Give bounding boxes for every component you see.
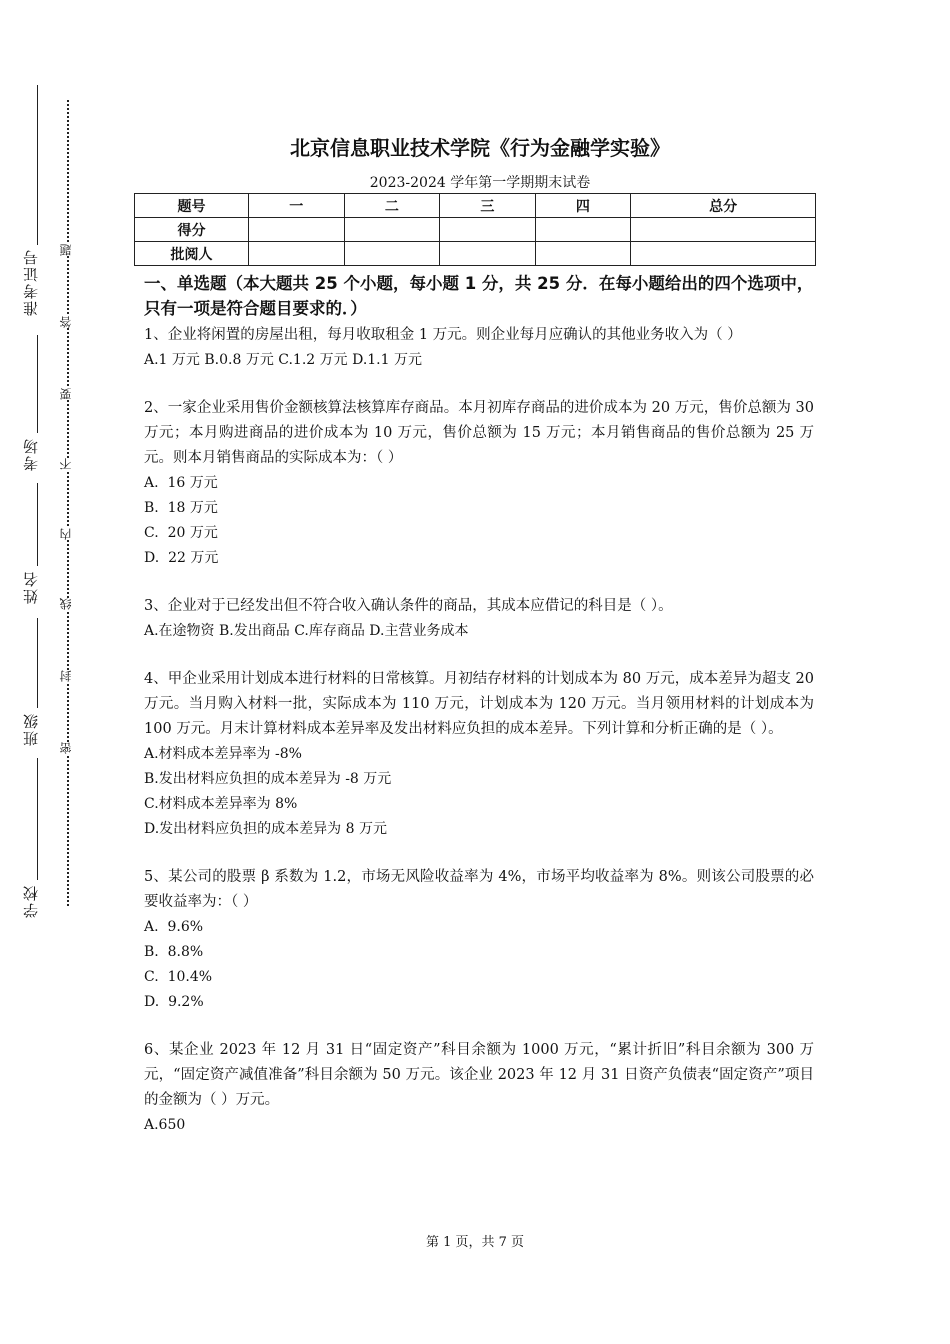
question-option: B.发出材料应负担的成本差异为 -8 万元 bbox=[144, 771, 392, 787]
student-name-line bbox=[37, 483, 38, 566]
page-footer: 第 1 页，共 7 页 bbox=[425, 1235, 525, 1250]
question-option: A.材料成本差异率为 -8% bbox=[144, 746, 302, 762]
question-option: B. 18 万元 bbox=[144, 500, 218, 516]
question-option: D. 9.2% bbox=[144, 994, 204, 1010]
score-cell bbox=[344, 218, 440, 242]
score-header-cell: 二 bbox=[344, 194, 440, 218]
score-cell bbox=[249, 218, 345, 242]
section-title: 一、单选题（本大题共 25 个小题，每小题 1 分，共 25 分．在每小题给出的四个选项中，只有一项是符合题目要求的．） bbox=[144, 274, 814, 318]
exam-room-line bbox=[37, 335, 38, 433]
question-stem: 1、企业将闲置的房屋出租，每月收取租金 1 万元。则企业每月应确认的其他业务收入为（ ） bbox=[144, 327, 742, 343]
score-cell bbox=[440, 242, 536, 266]
score-header-cell: 题号 bbox=[135, 194, 249, 218]
school-label: 学校 bbox=[22, 884, 40, 918]
score-cell bbox=[249, 242, 345, 266]
exam-title: 北京信息职业技术学院《行为金融学实验》 bbox=[290, 136, 670, 160]
score-cell bbox=[535, 218, 631, 242]
question-option: C. 20 万元 bbox=[144, 525, 218, 541]
exam-content bbox=[144, 270, 814, 1161]
class-line bbox=[37, 618, 38, 708]
score-table-row bbox=[135, 218, 816, 242]
question bbox=[144, 667, 814, 842]
school-line bbox=[37, 758, 38, 880]
seal-char: 题 bbox=[58, 244, 76, 256]
question-stem: 4、甲企业采用计划成本进行材料的日常核算。月初结存材料的计划成本为 80 万元，成本差异为超支 20 万元。当月购入材料一批，实际成本为 110 万元，计划成本为 120 万元。当月领用材料的计划成本为 100 万元。月末计算材料成本差异率及发出材料应负担的成本差异。下列计算和分析正确的是（ ）。 bbox=[144, 671, 814, 737]
seal-char: 内 bbox=[58, 528, 76, 540]
seal-char: 封 bbox=[58, 670, 76, 682]
score-header-cell: 总分 bbox=[631, 194, 816, 218]
exam-number-label: 准考证号 bbox=[22, 248, 40, 316]
score-cell bbox=[631, 218, 816, 242]
seal-char: 线 bbox=[58, 598, 76, 610]
exam-subtitle: 2023-2024 学年第一学期期末试卷 bbox=[369, 175, 591, 191]
question-option: A.1 万元 B.0.8 万元 C.1.2 万元 D.1.1 万元 bbox=[144, 352, 422, 368]
question-option: C.材料成本差异率为 8% bbox=[144, 796, 298, 812]
seal-char: 要 bbox=[58, 388, 76, 400]
question-option: A.在途物资 B.发出商品 C.库存商品 D.主营业务成本 bbox=[144, 623, 469, 639]
question-option: A. 9.6% bbox=[144, 919, 204, 935]
seal-char: 密 bbox=[58, 742, 76, 754]
score-header-cell: 一 bbox=[249, 194, 345, 218]
score-table-row bbox=[135, 242, 816, 266]
score-cell bbox=[344, 242, 440, 266]
question-option: D. 22 万元 bbox=[144, 550, 219, 566]
seal-dotted-line bbox=[67, 100, 69, 906]
score-header-cell: 三 bbox=[440, 194, 536, 218]
question-option: D.发出材料应负担的成本差异为 8 万元 bbox=[144, 821, 387, 837]
question bbox=[144, 594, 814, 644]
question-stem: 2、一家企业采用售价金额核算法核算库存商品。本月初库存商品的进价成本为 20 万元，售价总额为 30 万元；本月购进商品的进价成本为 10 万元，售价总额为 15 万元；本月销售商品的售价总额为 25 万元。则本月销售商品的实际成本为：（ ） bbox=[144, 400, 814, 466]
question-option: B. 8.8% bbox=[144, 944, 204, 960]
question-option: A. 16 万元 bbox=[144, 475, 218, 491]
seal-char: 不 bbox=[58, 458, 76, 470]
question-stem: 3、企业对于已经发出但不符合收入确认条件的商品，其成本应借记的科目是（ ）。 bbox=[144, 598, 673, 614]
score-table bbox=[134, 193, 816, 266]
question bbox=[144, 323, 814, 373]
score-header-cell: 四 bbox=[535, 194, 631, 218]
question-stem: 6、某企业 2023 年 12 月 31 日“固定资产”科目余额为 1000 万元，“累计折旧”科目余额为 300 万元，“固定资产减值准备”科目余额为 50 万元。该企业 2023 年 12 月 31 日资产负债表“固定资产”项目的金额为（ ）万元。 bbox=[144, 1042, 814, 1108]
score-row-label: 批阅人 bbox=[135, 242, 249, 266]
question bbox=[144, 396, 814, 571]
student-name-label: 姓名 bbox=[22, 570, 40, 604]
class-label: 班级 bbox=[22, 712, 40, 746]
score-cell bbox=[535, 242, 631, 266]
question-option: A.650 bbox=[144, 1117, 186, 1133]
score-table-header-row bbox=[135, 194, 816, 218]
question-option: C. 10.4% bbox=[144, 969, 213, 985]
exam-number-line bbox=[37, 85, 38, 245]
exam-room-label: 考场 bbox=[22, 437, 40, 471]
score-row-label: 得分 bbox=[135, 218, 249, 242]
seal-char: 答 bbox=[58, 316, 76, 328]
question bbox=[144, 865, 814, 1015]
question-stem: 5、某公司的股票 β 系数为 1.2，市场无风险收益率为 4%，市场平均收益率为 8%。则该公司股票的必要收益率为：（ ） bbox=[144, 869, 814, 910]
question bbox=[144, 1038, 814, 1138]
score-cell bbox=[440, 218, 536, 242]
score-cell bbox=[631, 242, 816, 266]
